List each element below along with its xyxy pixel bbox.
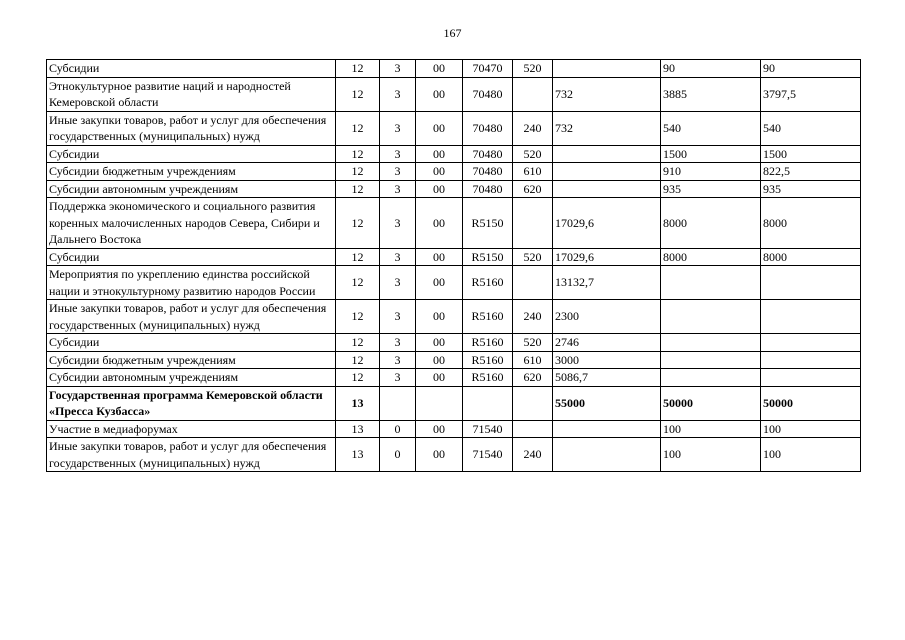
- cell-subsection-code: 3: [380, 77, 416, 111]
- cell-section-code: 12: [336, 369, 380, 387]
- table-row: [47, 266, 861, 300]
- cell-amount-1: 732: [553, 111, 661, 145]
- cell-item-name: Субсидии: [47, 60, 336, 78]
- cell-section-code: 12: [336, 111, 380, 145]
- cell-expense-type-code: 610: [513, 163, 553, 181]
- table-row: [47, 111, 861, 145]
- cell-program-code: 00: [416, 198, 463, 249]
- cell-expense-type-code: [513, 198, 553, 249]
- cell-subsection-code: [380, 386, 416, 420]
- cell-expense-type-code: 240: [513, 111, 553, 145]
- table-row: [47, 438, 861, 472]
- cell-amount-1: [553, 145, 661, 163]
- cell-subsection-code: 0: [380, 438, 416, 472]
- cell-program-code: 00: [416, 351, 463, 369]
- cell-amount-3: 3797,5: [761, 77, 861, 111]
- cell-target-code: 70480: [463, 77, 513, 111]
- cell-amount-2: 100: [661, 420, 761, 438]
- cell-program-code: 00: [416, 420, 463, 438]
- cell-subsection-code: 3: [380, 300, 416, 334]
- cell-subsection-code: 3: [380, 334, 416, 352]
- cell-amount-2: 935: [661, 180, 761, 198]
- page-number: 167: [443, 26, 462, 40]
- cell-amount-3: 822,5: [761, 163, 861, 181]
- cell-section-code: 13: [336, 438, 380, 472]
- cell-subsection-code: 3: [380, 266, 416, 300]
- cell-item-name: Мероприятия по укреплению единства российской нации и этнокультурному развитию народов России: [47, 266, 336, 300]
- cell-expense-type-code: 620: [513, 369, 553, 387]
- cell-amount-1: 55000: [553, 386, 661, 420]
- cell-item-name: Иные закупки товаров, работ и услуг для обеспечения государственных (муниципальных) нужд: [47, 300, 336, 334]
- cell-expense-type-code: [513, 386, 553, 420]
- cell-item-name: Субсидии бюджетным учреждениям: [47, 163, 336, 181]
- cell-target-code: 71540: [463, 420, 513, 438]
- cell-item-name: Этнокультурное развитие наций и народностей Кемеровской области: [47, 77, 336, 111]
- cell-program-code: 00: [416, 266, 463, 300]
- cell-amount-2: [661, 334, 761, 352]
- cell-item-name: Субсидии автономным учреждениям: [47, 180, 336, 198]
- cell-expense-type-code: 520: [513, 248, 553, 266]
- table-row: [47, 198, 861, 249]
- cell-amount-1: 5086,7: [553, 369, 661, 387]
- cell-section-code: 12: [336, 198, 380, 249]
- cell-amount-3: 8000: [761, 198, 861, 249]
- table-row: [47, 145, 861, 163]
- table-row: [47, 60, 861, 78]
- cell-target-code: 70480: [463, 163, 513, 181]
- cell-program-code: [416, 386, 463, 420]
- cell-program-code: 00: [416, 111, 463, 145]
- cell-amount-3: 1500: [761, 145, 861, 163]
- cell-amount-3: [761, 351, 861, 369]
- cell-program-code: 00: [416, 77, 463, 111]
- cell-amount-2: 100: [661, 438, 761, 472]
- cell-item-name: Субсидии автономным учреждениям: [47, 369, 336, 387]
- table-row: [47, 180, 861, 198]
- cell-amount-1: 13132,7: [553, 266, 661, 300]
- table-row: [47, 420, 861, 438]
- cell-amount-1: 17029,6: [553, 198, 661, 249]
- cell-target-code: R5150: [463, 198, 513, 249]
- cell-subsection-code: 3: [380, 111, 416, 145]
- cell-section-code: 13: [336, 420, 380, 438]
- cell-expense-type-code: 240: [513, 300, 553, 334]
- cell-amount-1: [553, 163, 661, 181]
- cell-amount-3: 90: [761, 60, 861, 78]
- cell-amount-1: 732: [553, 77, 661, 111]
- cell-expense-type-code: 520: [513, 145, 553, 163]
- cell-program-code: 00: [416, 334, 463, 352]
- cell-item-name: Субсидии: [47, 145, 336, 163]
- cell-amount-2: [661, 300, 761, 334]
- cell-program-code: 00: [416, 248, 463, 266]
- cell-amount-1: 3000: [553, 351, 661, 369]
- cell-item-name: Субсидии бюджетным учреждениям: [47, 351, 336, 369]
- cell-section-code: 12: [336, 77, 380, 111]
- cell-target-code: R5160: [463, 351, 513, 369]
- cell-program-code: 00: [416, 145, 463, 163]
- cell-program-code: 00: [416, 163, 463, 181]
- cell-subsection-code: 3: [380, 180, 416, 198]
- cell-amount-2: 540: [661, 111, 761, 145]
- cell-program-code: 00: [416, 180, 463, 198]
- cell-amount-3: 540: [761, 111, 861, 145]
- table-row: [47, 248, 861, 266]
- cell-amount-3: 100: [761, 420, 861, 438]
- cell-amount-2: [661, 266, 761, 300]
- cell-amount-2: 3885: [661, 77, 761, 111]
- cell-amount-2: 8000: [661, 248, 761, 266]
- cell-item-name: Государственная программа Кемеровской области «Пресса Кузбасса»: [47, 386, 336, 420]
- cell-amount-2: 8000: [661, 198, 761, 249]
- cell-section-code: 12: [336, 300, 380, 334]
- budget-table: [46, 59, 861, 472]
- cell-subsection-code: 3: [380, 163, 416, 181]
- cell-amount-1: 2300: [553, 300, 661, 334]
- cell-amount-2: 50000: [661, 386, 761, 420]
- cell-item-name: Поддержка экономического и социального развития коренных малочисленных народов Севера, Сибири и Дальнего Востока: [47, 198, 336, 249]
- cell-amount-3: [761, 369, 861, 387]
- cell-amount-1: 17029,6: [553, 248, 661, 266]
- cell-section-code: 12: [336, 60, 380, 78]
- cell-program-code: 00: [416, 300, 463, 334]
- cell-amount-3: 935: [761, 180, 861, 198]
- table-row: [47, 334, 861, 352]
- cell-amount-2: [661, 369, 761, 387]
- cell-target-code: R5160: [463, 300, 513, 334]
- cell-target-code: 70480: [463, 145, 513, 163]
- cell-subsection-code: 3: [380, 198, 416, 249]
- cell-subsection-code: 3: [380, 369, 416, 387]
- cell-target-code: R5160: [463, 334, 513, 352]
- cell-program-code: 00: [416, 438, 463, 472]
- cell-expense-type-code: 520: [513, 60, 553, 78]
- cell-target-code: R5160: [463, 369, 513, 387]
- cell-target-code: 71540: [463, 438, 513, 472]
- cell-amount-1: [553, 420, 661, 438]
- cell-subsection-code: 3: [380, 351, 416, 369]
- cell-program-code: 00: [416, 60, 463, 78]
- cell-target-code: 70480: [463, 180, 513, 198]
- cell-target-code: R5150: [463, 248, 513, 266]
- cell-item-name: Субсидии: [47, 248, 336, 266]
- cell-amount-3: 100: [761, 438, 861, 472]
- table-row: [47, 369, 861, 387]
- cell-subsection-code: 3: [380, 248, 416, 266]
- cell-amount-3: [761, 266, 861, 300]
- cell-target-code: 70470: [463, 60, 513, 78]
- cell-section-code: 12: [336, 180, 380, 198]
- table-row: [47, 163, 861, 181]
- cell-item-name: Иные закупки товаров, работ и услуг для обеспечения государственных (муниципальных) нужд: [47, 438, 336, 472]
- cell-amount-3: 50000: [761, 386, 861, 420]
- table-row: [47, 351, 861, 369]
- cell-subsection-code: 3: [380, 145, 416, 163]
- cell-program-code: 00: [416, 369, 463, 387]
- cell-amount-2: 90: [661, 60, 761, 78]
- cell-amount-2: 910: [661, 163, 761, 181]
- cell-item-name: Иные закупки товаров, работ и услуг для обеспечения государственных (муниципальных) нужд: [47, 111, 336, 145]
- cell-section-code: 12: [336, 163, 380, 181]
- cell-amount-3: 8000: [761, 248, 861, 266]
- cell-item-name: Субсидии: [47, 334, 336, 352]
- cell-amount-3: [761, 300, 861, 334]
- cell-amount-2: 1500: [661, 145, 761, 163]
- cell-target-code: [463, 386, 513, 420]
- cell-expense-type-code: 610: [513, 351, 553, 369]
- cell-section-code: 13: [336, 386, 380, 420]
- cell-amount-1: 2746: [553, 334, 661, 352]
- table-row: [47, 300, 861, 334]
- cell-amount-2: [661, 351, 761, 369]
- cell-amount-1: [553, 60, 661, 78]
- cell-item-name: Участие в медиафорумах: [47, 420, 336, 438]
- cell-section-code: 12: [336, 266, 380, 300]
- cell-expense-type-code: 520: [513, 334, 553, 352]
- table-row: [47, 77, 861, 111]
- cell-amount-3: [761, 334, 861, 352]
- cell-expense-type-code: 240: [513, 438, 553, 472]
- cell-expense-type-code: [513, 266, 553, 300]
- cell-target-code: R5160: [463, 266, 513, 300]
- cell-subsection-code: 3: [380, 60, 416, 78]
- cell-expense-type-code: 620: [513, 180, 553, 198]
- cell-section-code: 12: [336, 248, 380, 266]
- cell-expense-type-code: [513, 420, 553, 438]
- table-body: [47, 60, 861, 472]
- cell-amount-1: [553, 180, 661, 198]
- cell-target-code: 70480: [463, 111, 513, 145]
- cell-amount-1: [553, 438, 661, 472]
- cell-expense-type-code: [513, 77, 553, 111]
- cell-section-code: 12: [336, 351, 380, 369]
- cell-section-code: 12: [336, 145, 380, 163]
- cell-section-code: 12: [336, 334, 380, 352]
- table-row: [47, 386, 861, 420]
- cell-subsection-code: 0: [380, 420, 416, 438]
